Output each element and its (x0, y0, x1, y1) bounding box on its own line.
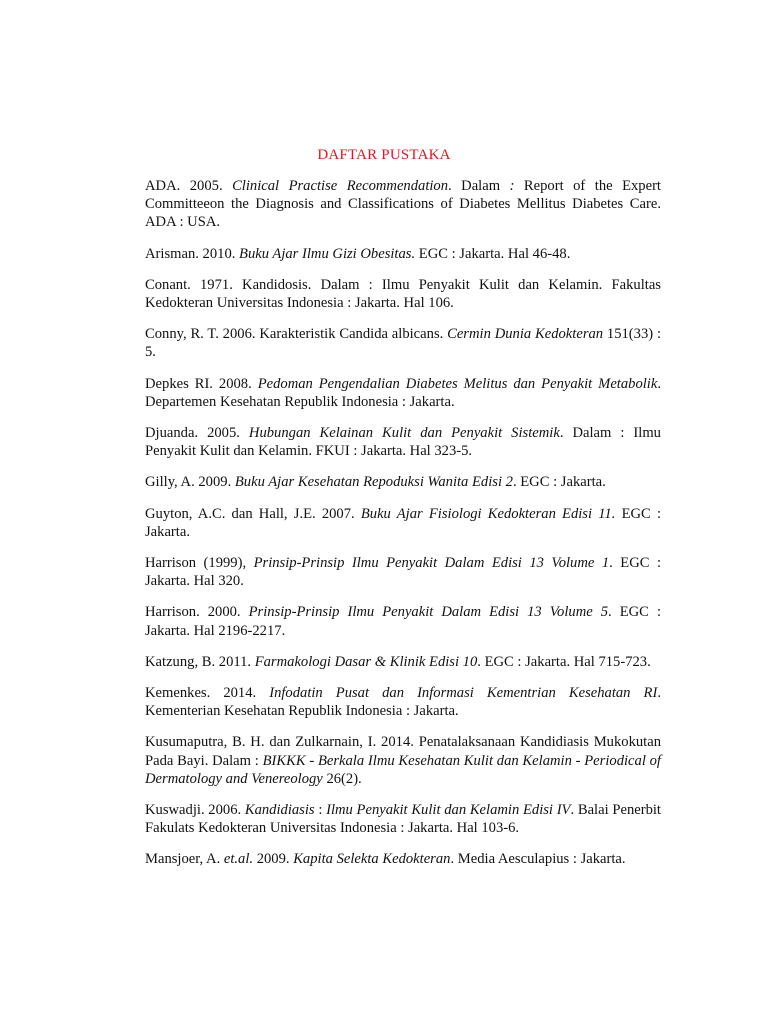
reference-italic-text: Kapita Selekta Kedokteran (293, 851, 451, 868)
reference-entry (145, 375, 661, 411)
reference-entry (145, 801, 661, 837)
reference-italic-text: et.al. (223, 851, 254, 868)
reference-entry (145, 653, 661, 671)
reference-text: 2009. (253, 851, 294, 868)
reference-text: . Departemen Kesehatan Republik Indonesia : Jakarta. (145, 375, 661, 410)
page-title: DAFTAR PUSTAKA (317, 147, 451, 163)
reference-italic-text: Kandidiasis (244, 802, 315, 819)
reference-text: Mansjoer, A. (145, 851, 224, 868)
reference-italic-text: Farmakologi Dasar & Klinik Edisi 10 (254, 653, 478, 670)
reference-italic-text: BIKKK - Berkala Ilmu Kesehatan Kulit dan Kelamin - Periodical of Dermatology and Venereology (145, 752, 661, 787)
reference-text: . Dalam (448, 178, 510, 194)
reference-text: EGC : Jakarta. Hal 46-48. (415, 245, 571, 262)
reference-text: Guyton, A.C. dan Hall, J.E. 2007. (145, 505, 361, 522)
reference-entry (145, 276, 661, 312)
reference-italic-text: Buku Ajar Fisiologi Kedokteran Edisi 11. (360, 505, 616, 522)
reference-entry (145, 505, 661, 541)
reference-text: Harrison. 2000. (145, 604, 249, 621)
reference-text: ADA. 2005. (145, 178, 233, 194)
reference-text: . EGC : Jakarta. (512, 474, 606, 491)
reference-text: Conant. 1971. Kandidosis. Dalam : Ilmu Penyakit Kulit dan Kelamin. Fakultas Kedokteran Universitas Indonesia : Jakarta. Hal 106. (145, 276, 661, 312)
reference-text: 151(33) : 5. (145, 326, 661, 361)
reference-text: . EGC : Jakarta. Hal 2196-2217. (145, 604, 662, 639)
reference-text: . Dalam : Ilmu Penyakit Kulit dan Kelamin. FKUI : Jakarta. Hal 323-5. (145, 425, 661, 460)
reference-text: . EGC : Jakarta. Hal 715-723. (477, 653, 651, 670)
reference-italic-text: Buku Ajar Ilmu Gizi Obesitas. (239, 245, 416, 262)
reference-italic-text: Ilmu Penyakit Kulit dan Kelamin Edisi IV (326, 802, 571, 819)
reference-text: Katzung, B. 2011. (145, 653, 255, 670)
reference-italic-text: Cermin Dunia Kedokteran (447, 326, 604, 343)
reference-text: Conny, R. T. 2006. Karakteristik Candida albicans. (145, 326, 448, 343)
reference-entry (145, 245, 661, 263)
reference-entry (145, 603, 661, 639)
reference-entry (145, 850, 661, 868)
reference-italic-text: Pedoman Pengendalian Diabetes Melitus dan Penyakit Metabolik (257, 375, 658, 392)
reference-italic-text: Buku Ajar Kesehatan Repoduksi Wanita Edisi 2 (234, 474, 513, 491)
reference-text: Arisman. 2010. (145, 245, 240, 262)
reference-text: Depkes RI. 2008. (145, 375, 258, 392)
reference-text: Gilly, A. 2009. (145, 474, 235, 491)
reference-text: : (314, 802, 327, 819)
reference-text: . EGC : Jakarta. Hal 320. (145, 555, 662, 590)
reference-entry (145, 325, 661, 361)
reference-text: 26(2). (322, 770, 362, 787)
reference-italic-text: Hubungan Kelainan Kulit dan Penyakit Sistemik (248, 425, 560, 442)
reference-list (145, 177, 661, 882)
reference-text: Djuanda. 2005. (145, 425, 249, 442)
reference-italic-text: Prinsip-Prinsip Ilmu Penyakit Dalam Edisi 13 Volume 1 (253, 555, 610, 572)
reference-entry (145, 684, 661, 720)
reference-text: Report of the Expert Committeeon the Diagnosis and Classifications of Diabetes Mellitus Diabetes Care. ADA : USA. (145, 178, 661, 231)
reference-italic-text: Infodatin Pusat dan Informasi Kementrian Kesehatan RI (269, 685, 658, 702)
reference-italic-text: Clinical Practise Recommendation (232, 178, 449, 194)
reference-entry (145, 473, 661, 491)
reference-text: Kuswadji. 2006. (145, 802, 245, 819)
reference-text: Harrison (1999), (145, 555, 254, 572)
reference-entry (145, 554, 661, 590)
reference-text: EGC : Jakarta. (145, 505, 661, 540)
reference-text: . Media Aesculapius : Jakarta. (450, 851, 626, 868)
reference-text: . Balai Penerbit Fakulats Kedokteran Universitas Indonesia : Jakarta. Hal 103-6. (145, 802, 661, 837)
reference-text: Kemenkes. 2014. (145, 685, 270, 702)
reference-italic-text: : (509, 178, 515, 194)
reference-entry (145, 424, 661, 460)
reference-italic-text: Prinsip-Prinsip Ilmu Penyakit Dalam Edisi 13 Volume 5 (248, 604, 609, 621)
reference-entry (145, 177, 661, 232)
reference-text: Kusumaputra, B. H. dan Zulkarnain, I. 2014. Penatalaksanaan Kandidiasis Mukokutan Pada Bayi. Dalam : (145, 734, 661, 769)
reference-entry (145, 733, 661, 788)
reference-text: . Kementerian Kesehatan Republik Indonesia : Jakarta. (145, 685, 661, 720)
